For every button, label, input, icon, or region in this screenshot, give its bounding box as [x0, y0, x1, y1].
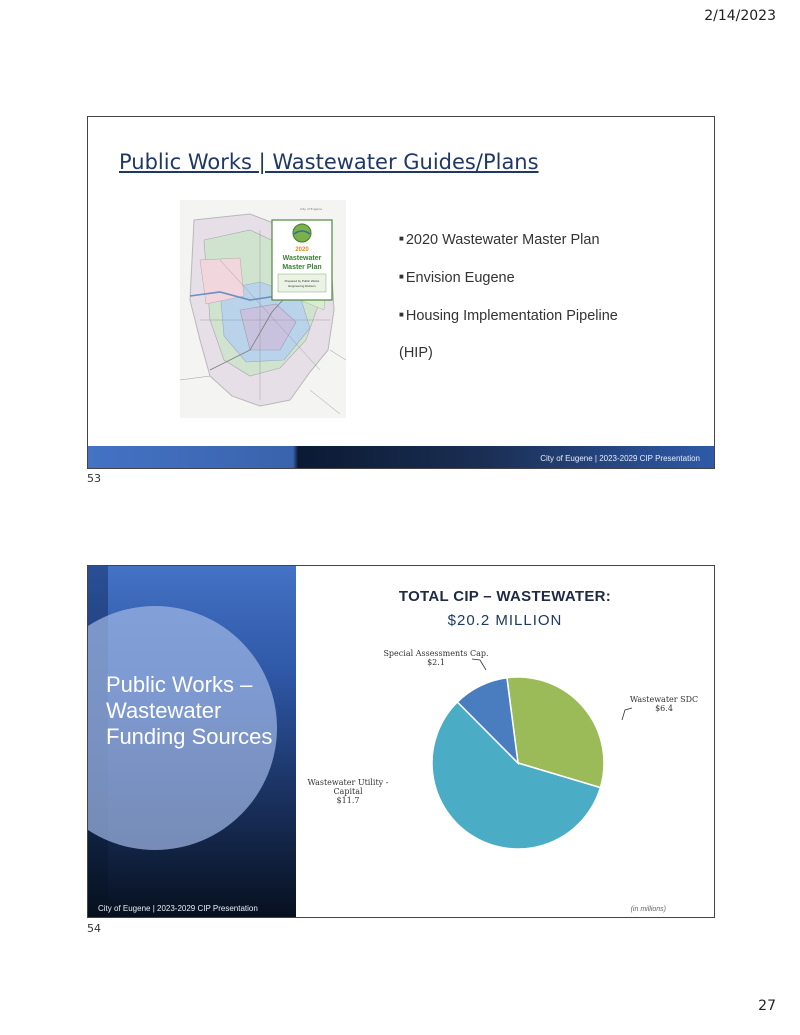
cover-title-line1: Wastewater: [282, 255, 322, 262]
slide-footer-text: City of Eugene | 2023-2029 CIP Presentation: [540, 454, 700, 463]
bullet-text: Housing Implementation Pipeline: [405, 308, 618, 324]
bullet-square-icon: ■: [399, 234, 404, 243]
units-note: (in millions): [630, 906, 666, 913]
pie-data-label: Capital: [333, 787, 363, 796]
cover-title-line2: Master Plan: [282, 264, 322, 271]
pie-data-label: Wastewater SDC: [629, 695, 699, 704]
cover-credit-line1: Prepared by Public Works: [284, 279, 320, 283]
bullet-continuation: (HIP): [399, 345, 433, 361]
bullet-text: Envision Eugene: [405, 270, 515, 286]
page-number: 27: [758, 998, 776, 1014]
master-plan-map-image: [180, 200, 346, 418]
pie-data-label: $11.7: [336, 796, 360, 805]
pie-data-label: Wastewater Utility -: [307, 778, 389, 787]
page-date: 2/14/2023: [704, 8, 776, 24]
bullet-square-icon: ■: [399, 310, 404, 319]
bullet-text: 2020 Wastewater Master Plan: [405, 232, 600, 248]
bullet-item: [399, 305, 699, 363]
chart-title: TOTAL CIP – WASTEWATER:: [398, 588, 612, 605]
slide-footer-text: City of Eugene | 2023-2029 CIP Presentation: [98, 904, 258, 913]
cover-credit-line2: Engineering Division: [288, 284, 316, 288]
pie-data-label: Special Assessments Cap.: [383, 649, 489, 658]
bullet-item: [399, 229, 699, 250]
cover-year: 2020: [295, 247, 309, 253]
slide-number: 53: [87, 472, 101, 485]
leader-line: [622, 708, 632, 720]
svg-text:City of Eugene: City of Eugene: [300, 207, 322, 211]
slide-title: Public Works | Wastewater Guides/Plans: [119, 150, 539, 174]
chart-subtitle: $20.2 MILLION: [447, 612, 563, 629]
bullet-list: [399, 229, 699, 380]
pie-chart: [296, 636, 714, 896]
slide-54: [87, 565, 715, 918]
pie-data-label: $6.4: [655, 704, 673, 713]
slide-heading: Public Works – Wastewater Funding Sources: [106, 672, 273, 749]
pie-data-label: $2.1: [427, 658, 445, 667]
slide-53: [87, 116, 715, 469]
slide-number: 54: [87, 922, 101, 935]
bullet-square-icon: ■: [399, 272, 404, 281]
bullet-item: [399, 267, 699, 288]
leader-line: [472, 659, 486, 670]
